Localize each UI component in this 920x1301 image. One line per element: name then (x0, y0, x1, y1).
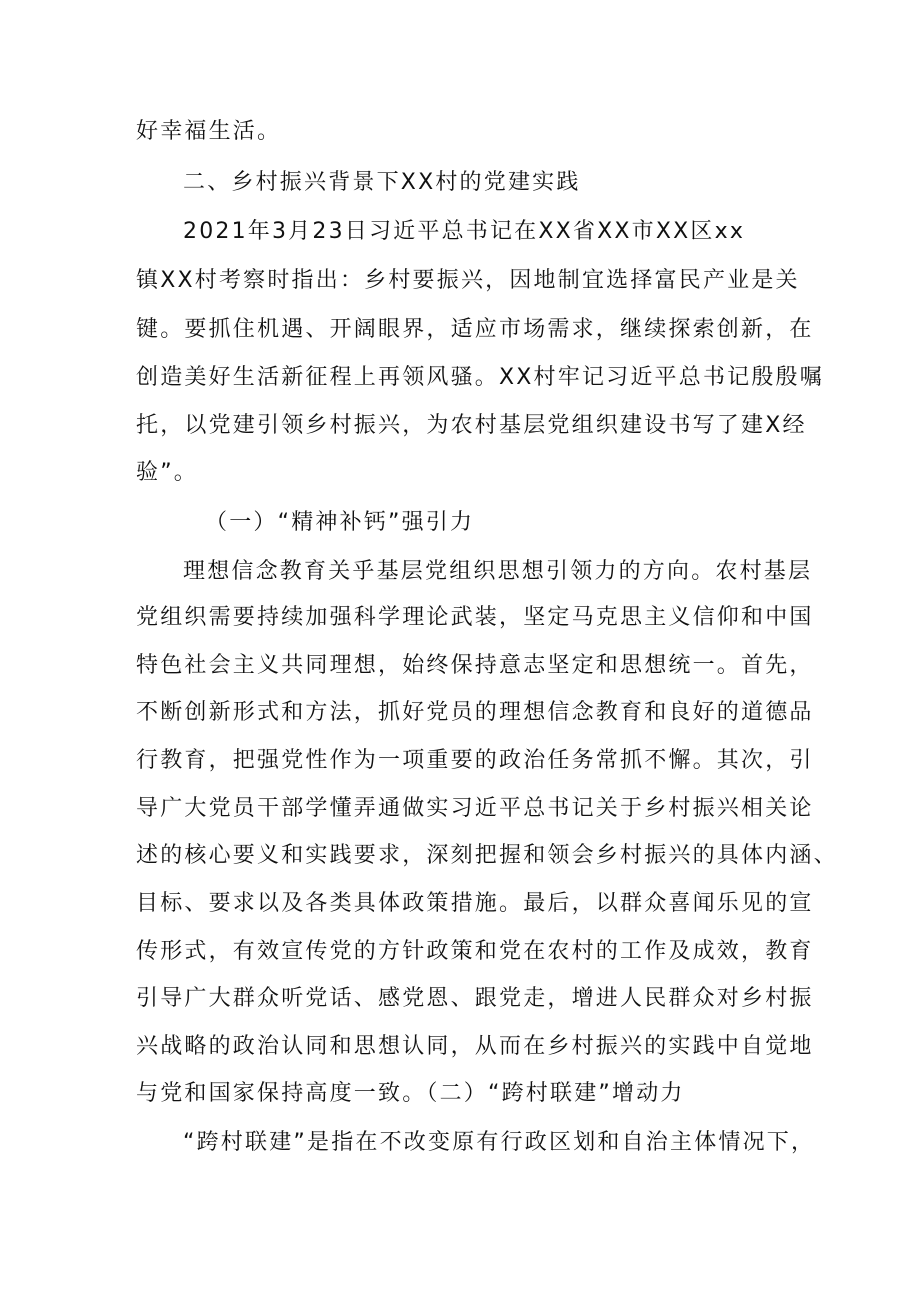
section-heading: 二、乡村振兴背景下XX村的党建实践 (183, 170, 581, 195)
paragraph-line: 目标、要求以及各类具体政策措施。最后，以群众喜闻乐见的宣 (136, 891, 814, 916)
paragraph-line: 兴战略的政治认同和思想认同，从而在乡村振兴的实践中自觉地 (136, 1034, 814, 1059)
paragraph-line: 传形式，有效宣传党的方针政策和党在农村的工作及成效，教育 (136, 939, 814, 964)
paragraph-line: 镇XX村考察时指出：乡村要振兴，因地制宜选择富民产业是关 (136, 268, 800, 293)
subsection-heading: （一）“精神补钙”强引力 (205, 510, 475, 535)
paragraph-line: 验”。 (136, 460, 198, 485)
paragraph-line: 键。要抓住机遇、开阔眼界，适应市场需求，继续探索创新，在 (136, 317, 814, 342)
paragraph-line: 引导广大群众听党话、感党恩、跟党走，增进人民群众对乡村振 (136, 986, 814, 1011)
paragraph-line: 创造美好生活新征程上再领风骚。XX村牢记习近平总书记殷殷嘱 (136, 365, 824, 390)
paragraph-line: 托，以党建引领乡村振兴，为农村基层党组织建设书写了建X经 (136, 413, 807, 438)
paragraph-line: 导广大党员干部学懂弄通做实习近平总书记关于乡村振兴相关论 (136, 796, 814, 821)
paragraph-line: 不断创新形式和方法，抓好党员的理想信念教育和良好的道德品 (136, 700, 814, 725)
paragraph-line: 述的核心要义和实践要求，深刻把握和领会乡村振兴的具体内涵、 (136, 843, 838, 868)
paragraph-line: 与党和国家保持高度一致。（二）“跨村联建”增动力 (136, 1081, 685, 1106)
paragraph-line: 党组织需要持续加强科学理论武装，坚定马克思主义信仰和中国 (136, 605, 814, 630)
paragraph-line: 2021年3月23日习近平总书记在XX省XX市XX区xx (183, 219, 746, 244)
paragraph-line: 理想信念教育关乎基层党组织思想引领力的方向。农村基层 (183, 559, 813, 584)
paragraph-line: 好幸福生活。 (136, 119, 282, 144)
paragraph-line: 特色社会主义共同理想，始终保持意志坚定和思想统一。首先， (136, 653, 814, 678)
paragraph-line: 行教育，把强党性作为一项重要的政治任务常抓不懈。其次，引 (136, 748, 814, 773)
paragraph-line: “跨村联建”是指在不改变原有行政区划和自治主体情况下， (183, 1130, 816, 1155)
